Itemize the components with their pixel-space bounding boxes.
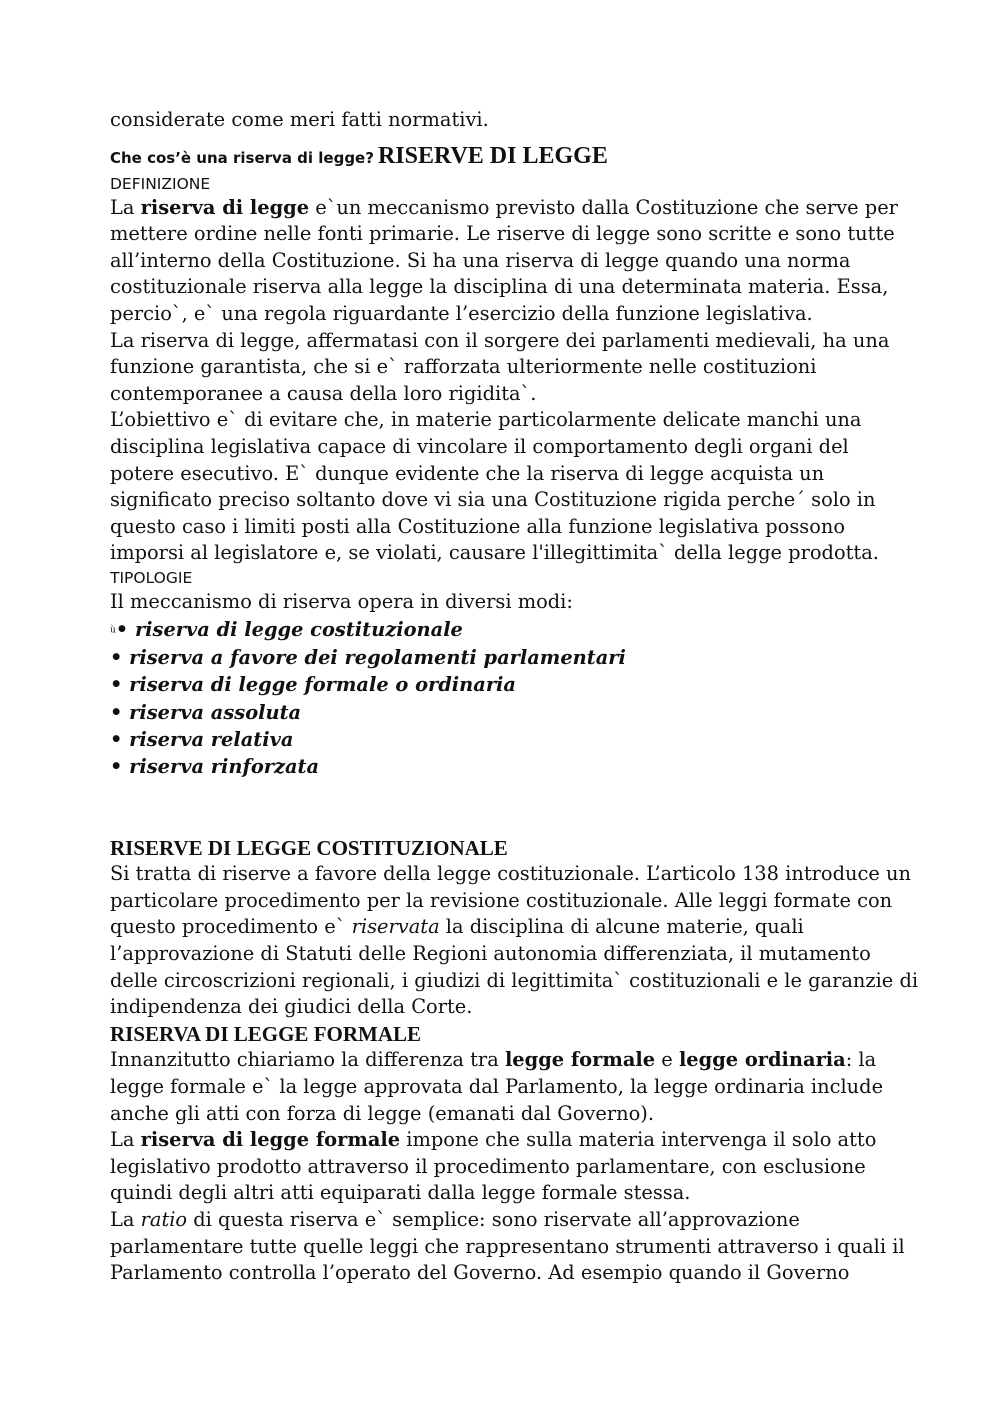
sec2-line: legislativo prodotto attraverso il procedimento parlamentare, con esclusione [110,1154,866,1178]
list-item-text: riserva assoluta [129,700,302,724]
def-line: contemporanee a causa della loro rigidita`. [110,381,537,405]
text-run: La [110,195,141,219]
list-item-text: riserva rinforzata [129,755,320,779]
sec2-line: legge formale e` la legge approvata dal Parlamento, la legge ordinaria include [110,1074,884,1098]
sec1-line [110,914,900,941]
text-run: questo procedimento e` [110,915,352,939]
sec2-line [110,1127,900,1154]
def-line: potere esecutivo. E` dunque evidente che la riserva di legge acquista un [110,461,825,485]
def-line: questo caso i limiti posti alla Costituzione alla funzione legislativa possono [110,514,846,538]
document-page [110,107,919,1287]
bold-term: riserva di legge [140,195,310,219]
list-item-text: riserva relativa [129,728,294,752]
italic-term: riservata [351,915,440,939]
sec1-line: Si tratta di riserve a favore della legge costituzionale. L’articolo 138 introduce un [110,862,911,886]
sec1-line: particolare procedimento per la revisione costituzionale. Alle leggi formate con [110,888,893,912]
bullet: • [110,755,123,779]
tipologie-intro: Il meccanismo di riserva opera in diversi modi: [110,589,573,613]
sec1-line: indipendenza dei giudici della Corte. [110,995,473,1019]
text-run: e [655,1048,679,1072]
definizione-body [110,195,900,567]
intro-line: considerate come meri fatti normativi. [110,108,489,131]
list-item [110,616,900,645]
sec2-line: Parlamento controlla l’operato del Governo. Ad esempio quando il Governo [110,1261,850,1285]
def-line: mettere ordine nelle fonti primarie. Le riserve di legge sono scritte e sono tutte [110,222,895,246]
sec2-line [110,1047,900,1074]
list-item-text: riserva di legge formale o ordinaria [129,673,516,697]
bullet: • [110,728,123,752]
text-run: Innanzitutto chiariamo la differenza tra [110,1048,505,1072]
list-item [110,699,900,726]
def-line: L’obiettivo e` di evitare che, in materie particolarmente delicate manchi una [110,408,862,432]
list-item [110,753,900,780]
text-run: e`un meccanismo previsto dalla Costituzione che serve per [309,195,898,219]
list-item-text: riserva a favore dei regolamenti parlamentari [129,646,626,670]
def-line: funzione garantista, che si e` rafforzata ulteriormente nelle costituzioni [110,355,817,379]
tipologie-list [110,616,900,781]
definizione-label: DEFINIZIONE [110,174,211,193]
sec1-line: delle circoscrizioni regionali, i giudizi di legittimita` costituzionali e le garanzie di [110,968,919,992]
def-line: disciplina legislativa capace di vincolare il comportamento degli organi del [110,434,849,458]
bullet: • [110,673,123,697]
def-line: percio`, e` una regola riguardante l’esercizio della funzione legislativa. [110,301,813,325]
text-run: di questa riserva e` semplice: sono riservate all’approvazione [187,1207,800,1231]
main-title: RISERVE DI LEGGE [377,142,608,169]
def-line: costituzionale riserva alla legge la disciplina di una determinata materia. Essa, [110,275,889,299]
bullet: • [115,617,129,641]
sec1-line: l’approvazione di Statuti delle Regioni autonomia differenziata, il mutamento [110,942,871,965]
list-item-text: riserva di legge costituzionale [134,617,463,641]
bullet: • [110,646,123,670]
list-item [110,644,900,671]
sec2-line: anche gli atti con forza di legge (emanati dal Governo). [110,1101,654,1125]
question-line [110,141,900,173]
def-line: all’interno della Costituzione. Si ha una riserva di legge quando una norma [110,248,851,272]
def-line [110,195,900,222]
question-text: Che cos’è una riserva di legge? [110,148,374,167]
bullet: • [110,700,123,724]
text-run: la disciplina di alcune materie, quali [439,915,804,939]
bold-term: riserva di legge formale [140,1128,401,1152]
bold-term: legge formale [504,1048,656,1072]
tipologie-label: TIPOLOGIE [110,568,193,587]
text-run: La [110,1207,141,1231]
spacer [110,781,900,835]
section-body-costituzionale [110,861,919,1021]
sec2-line: quindi degli altri atti equiparati dalla legge formale stessa. [110,1181,691,1205]
text-run: impone che sulla materia intervenga il solo atto [400,1128,877,1152]
bold-term: legge ordinaria [678,1048,846,1072]
section-body-formale [110,1047,905,1286]
def-line: imporsi al legislatore e, se violati, causare l'illegittimita` della legge prodotta. [110,541,879,565]
sec2-line [110,1207,900,1234]
tiny-mark: ù [110,624,116,635]
text-run: : la [845,1048,877,1072]
section-heading-formale: RISERVA DI LEGGE FORMALE [110,1021,422,1046]
def-line: significato preciso soltanto dove vi sia una Costituzione rigida perche´ solo in [110,488,876,512]
sec2-line: parlamentare tutte quelle leggi che rappresentano strumenti attraverso i quali il [110,1234,905,1258]
list-item [110,726,900,753]
section-heading-costituzionale: RISERVE DI LEGGE COSTITUZIONALE [110,835,508,860]
text-run: La [110,1128,141,1152]
def-line: La riserva di legge, affermatasi con il sorgere dei parlamenti medievali, ha una [110,328,890,352]
italic-term: ratio [140,1207,188,1231]
list-item [110,671,900,698]
